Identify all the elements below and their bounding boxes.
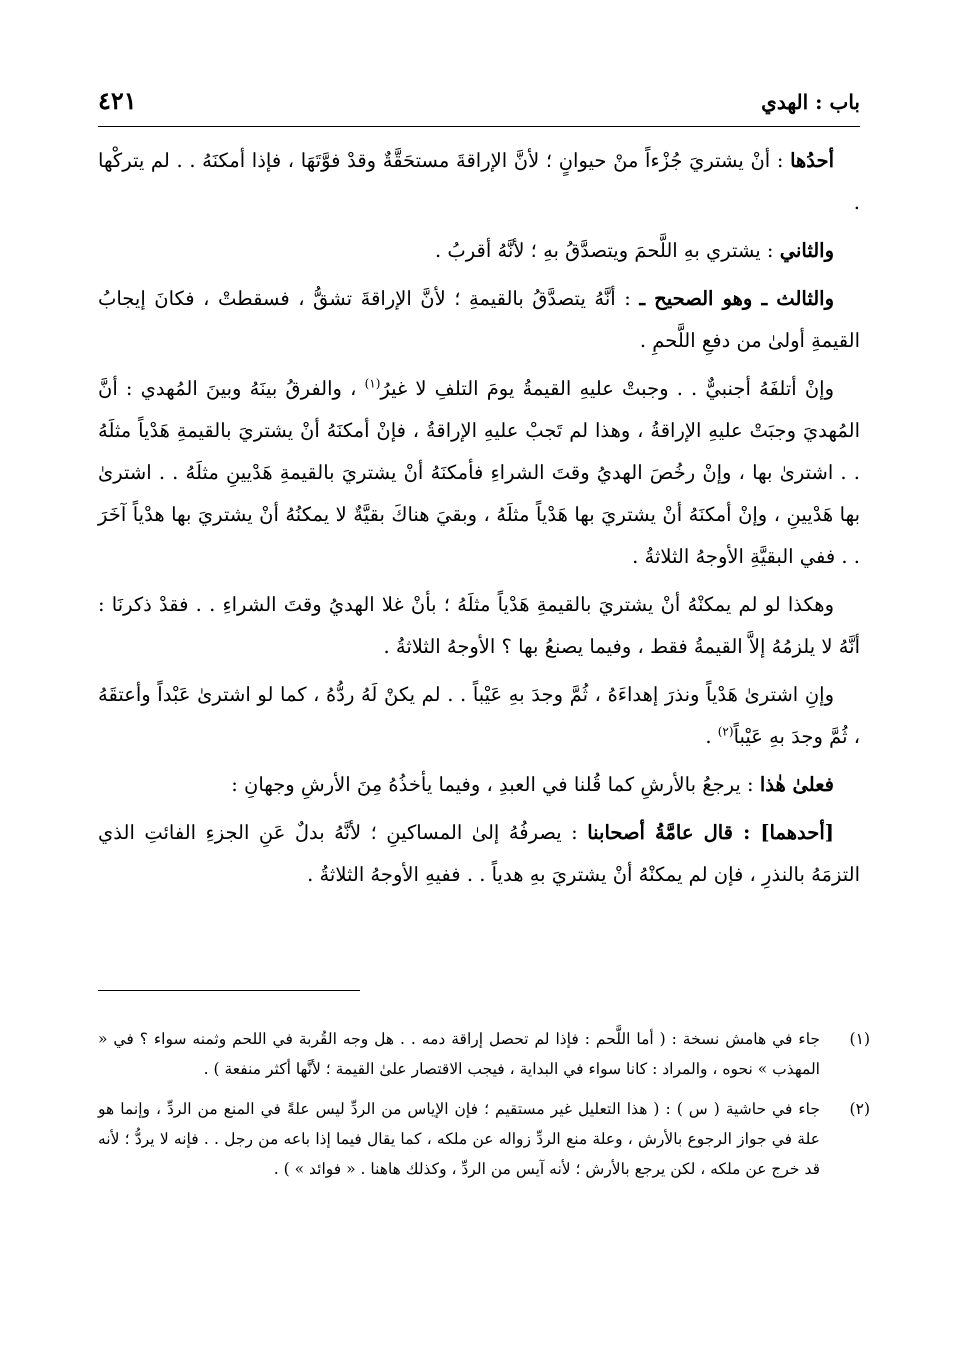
- paragraph-text-continued: ، والفرقُ بينَهُ وبينَ المُهدي : أنَّ المُهديَ وجبَتْ عليهِ الإراقةُ ، وهذا لم تَجبْ عليهِ الإراقةُ ، فإنْ أمكنَهُ أنْ يشتريَ بالقيمةِ هَدْياً مثلَهُ . . اشترىٰ بها ، وإنْ رخُصَ الهديُ وقتَ الشراءِ فأمكنَهُ أنْ يشتريَ بالقيمةِ هَدْيينِ مثلَهُ . . اشترىٰ بها هَدْيينِ ، وإنْ أمكنَهُ أنْ يشتريَ بها هَدْياً مثلَهُ ، وبقيَ هناكَ بقيَّةٌ لا يمكنُهُ أنْ يشتريَ بها هدْياً آخَرَ . . ففي البقيَّةِ الأوجهُ الثلاثةُ .: [98, 377, 860, 568]
- paragraph: [98, 764, 860, 806]
- chapter-title: باب : الهدي: [761, 90, 860, 114]
- paragraph: [98, 674, 860, 758]
- paragraph-lead: والثاني: [779, 239, 834, 262]
- footnote-text: جاء في حاشية ( س ) : ( هذا التعليل غير مستقيم ؛ فإن الإياس من الردِّ ليس علةً في المنع من الردِّ ، وإنما هو علة في جواز الرجوع بالأرش ، وعلة منع الردِّ زواله عن ملكه ، كما يقال فيما إذا باعه من رجل . . فإنه لا يردُّ ؛ لأنه قد خرج عن ملكه ، لكن يرجع بالأرش ؛ لأنه آيس من الردِّ ، وكذلك هاهنا . « فوائد » ) .: [98, 1100, 820, 1178]
- footnote-ref[interactable]: (١): [364, 376, 381, 391]
- footnote-number: (١): [849, 1030, 870, 1048]
- page-number: ٤٢١: [98, 86, 137, 115]
- page-header: [98, 82, 860, 127]
- paragraph-lead: أحدُها: [790, 149, 834, 172]
- footnote: [98, 1024, 870, 1084]
- paragraph-text: : أنْ يشتريَ جُزْءاً منْ حيوانٍ ؛ لأنَّ الإراقةَ مستحَقَّةٌ وقدْ فوَّتَهَا ، فإذا أمكنَهُ . . لم يتركْها .: [98, 149, 860, 214]
- paragraph-text: وإنِ اشترىٰ هَدْياً ونذرَ إهداءَهُ ، ثُمَّ وجدَ بهِ عَيْباً . . لم يكنْ لَهُ ردُّهُ ، كما لو اشترىٰ عَبْداً وأعتقَهُ ، ثُمَّ وجدَ بهِ عَيْباً: [98, 683, 860, 748]
- paragraph-text: : يرجعُ بالأرشِ كما قُلنا في العبدِ ، وفيما يأخذُهُ مِنَ الأرشِ وجهانِ :: [231, 773, 760, 796]
- paragraph-text: : أنَّهُ يتصدَّقُ بالقيمةِ ؛ لأنَّ الإراقةَ تشقُّ ، فسقطتْ ، فكانَ إيجابُ القيمةِ أولىٰ من دفعِ اللَّحمِ .: [98, 287, 860, 352]
- footnote-text: جاء في هامش نسخة : ( أما اللَّحم : فإذا لم تحصل إراقة دمه . . هل وجه القُربة في اللحم وثمنه سواء ؟ في « المهذب » نحوه ، والمراد : كانا سواء في البداية ، فيجب الاقتصار علىٰ القيمة ؛ لأنَّها أكثر منفعة ) .: [98, 1030, 820, 1078]
- footnote-number: (٢): [849, 1100, 870, 1118]
- main-text: [98, 140, 860, 902]
- paragraph-text-continued: .: [705, 725, 718, 748]
- footnote: [98, 1094, 870, 1184]
- paragraph: [98, 230, 860, 272]
- paragraph: [98, 140, 860, 224]
- paragraph-lead: [أحدهما] : قال عامَّةُ أصحابنا: [587, 821, 834, 844]
- footnote-ref[interactable]: (٢): [717, 724, 734, 739]
- paragraph-lead: والثالث ـ وهو الصحيح ـ: [639, 287, 834, 310]
- paragraph-text: وإنْ أتلفَهُ أجنبيٌّ . . وجبتْ عليهِ القيمةُ يومَ التلفِ لا غيرُ: [380, 377, 834, 400]
- paragraph: [98, 278, 860, 362]
- paragraph-text: وهكذا لو لم يمكنْهُ أنْ يشتريَ بالقيمةِ هَدْياً مثلَهُ ؛ بأنْ غلا الهديُ وقتَ الشراءِ . . فقدْ ذكرنَا : أنَّهُ لا يلزمُهُ إلاَّ القيمةُ فقط ، وفيما يصنعُ بها ؟ الأوجهُ الثلاثةُ .: [98, 593, 860, 658]
- paragraph-text: : يشتري بهِ اللَّحمَ ويتصدَّقُ بهِ ؛ لأنَّهُ أقربُ .: [435, 239, 780, 262]
- paragraph: [98, 584, 860, 668]
- paragraph: [98, 812, 860, 896]
- footnote-divider: [98, 990, 360, 991]
- paragraph-lead: فعلىٰ هٰذا: [759, 773, 834, 796]
- paragraph: [98, 368, 860, 578]
- footnotes: [98, 1024, 870, 1194]
- paragraph-text: : يصرفُهُ إلىٰ المساكينِ ؛ لأنَّهُ بدلٌ عَنِ الجزءِ الفائتِ الذي التزمَهُ بالنذرِ ، فإن لم يمكنْهُ أنْ يشتريَ بهِ هدياً . . ففيهِ الأوجهُ الثلاثةُ .: [98, 821, 860, 886]
